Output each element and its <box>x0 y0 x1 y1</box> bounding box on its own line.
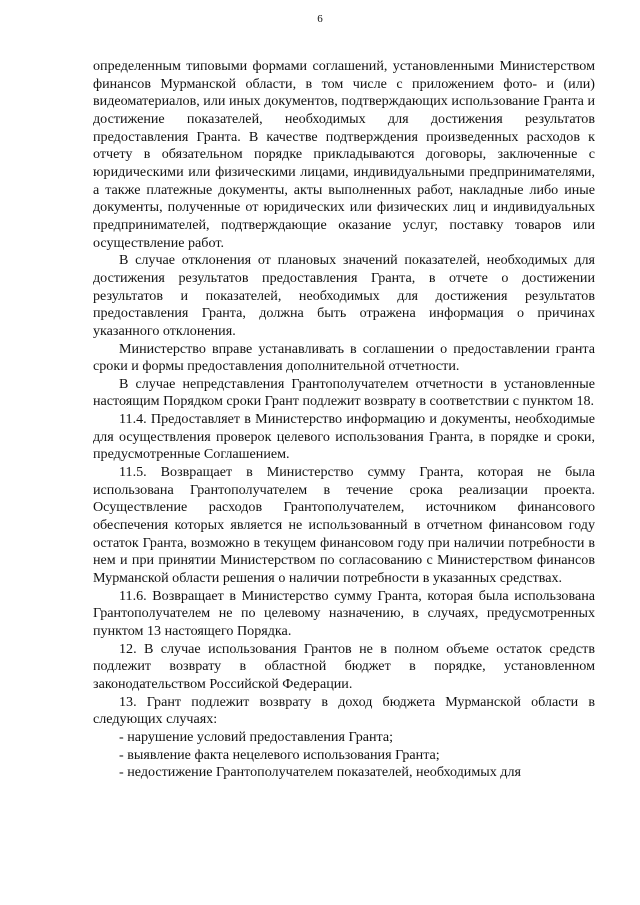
page-number: 6 <box>317 13 323 25</box>
list-item-indicators-not-achieved: - недостижение Грантополучателем показателей, необходимых для <box>119 764 521 781</box>
list-item-condition-violation: - нарушение условий предоставления Гранта; <box>119 728 394 745</box>
document-body <box>93 58 595 782</box>
paragraph-12: 12. В случае использования Грантов не в полном объеме остаток средств подлежит возврату в областной бюджет в порядке, установленном законодательством Российской Федерации. <box>93 640 595 692</box>
paragraph-11-6: 11.6. Возвращает в Министерство сумму Гранта, которая была использована Грантополучателем не по целевому назначению, в случаях, предусмотренных пунктом 13 настоящего Порядка. <box>93 587 595 639</box>
paragraph-additional-reporting: Министерство вправе устанавливать в соглашении о предоставлении гранта сроки и формы предоставления дополнительной отчетности. <box>93 340 595 375</box>
paragraph-11-4: 11.4. Предоставляет в Министерство информацию и документы, необходимые для осуществления проверок целевого использования Гранта, в порядке и сроки, предусмотренные Соглашением. <box>93 411 595 463</box>
paragraph-deviation-info: В случае отклонения от плановых значений показателей, необходимых для достижения результатов предоставления Гранта, в отчете о достижении результатов и показателей, необходимых для достижения результатов предоставления Гранта, должна быть отражена информация о причинах указанного отклонения. <box>93 252 595 339</box>
paragraph-report-documents: определенным типовыми формами соглашений, установленными Министерством финансов Мурманской области, в том числе с приложением фото- и (или) видеоматериалов, или иных документов, подтверждающих использование Гранта и достижение показателей, необходимых для достижения результатов предоставления Гранта. В качестве подтверждения произведенных расходов к отчету в обязательном порядке прикладываются договоры, заключенные с юридическими или физическими лицами, индивидуальными предпринимателями, а также платежные документы, акты выполненных работ, накладные либо иные документы, полученные от юридических или физических лиц и индивидуальных предпринимателей, подтверждающие оказание услуг, поставку товаров или осуществление работ. <box>93 58 595 251</box>
paragraph-13: 13. Грант подлежит возврату в доход бюджета Мурманской области в следующих случаях: <box>93 693 595 728</box>
list-item-misuse: - выявление факта нецелевого использования Гранта; <box>119 746 440 763</box>
paragraph-non-submission: В случае непредставления Грантополучателем отчетности в установленные настоящим Порядком сроки Грант подлежит возврату в соответствии с пунктом 18. <box>93 375 595 410</box>
paragraph-11-5: 11.5. Возвращает в Министерство сумму Гранта, которая не была использована Грантополучателем в течение срока реализации проекта. Осуществление расходов Грантополучателем, источником финансового обеспечения которых является не использованный в отчетном финансовом году остаток Гранта, возможно в текущем финансовом году при наличии потребности в нем и при принятии Министерством по согласованию с Министерством финансов Мурманской области решения о наличии потребности в указанных средствах. <box>93 464 595 587</box>
